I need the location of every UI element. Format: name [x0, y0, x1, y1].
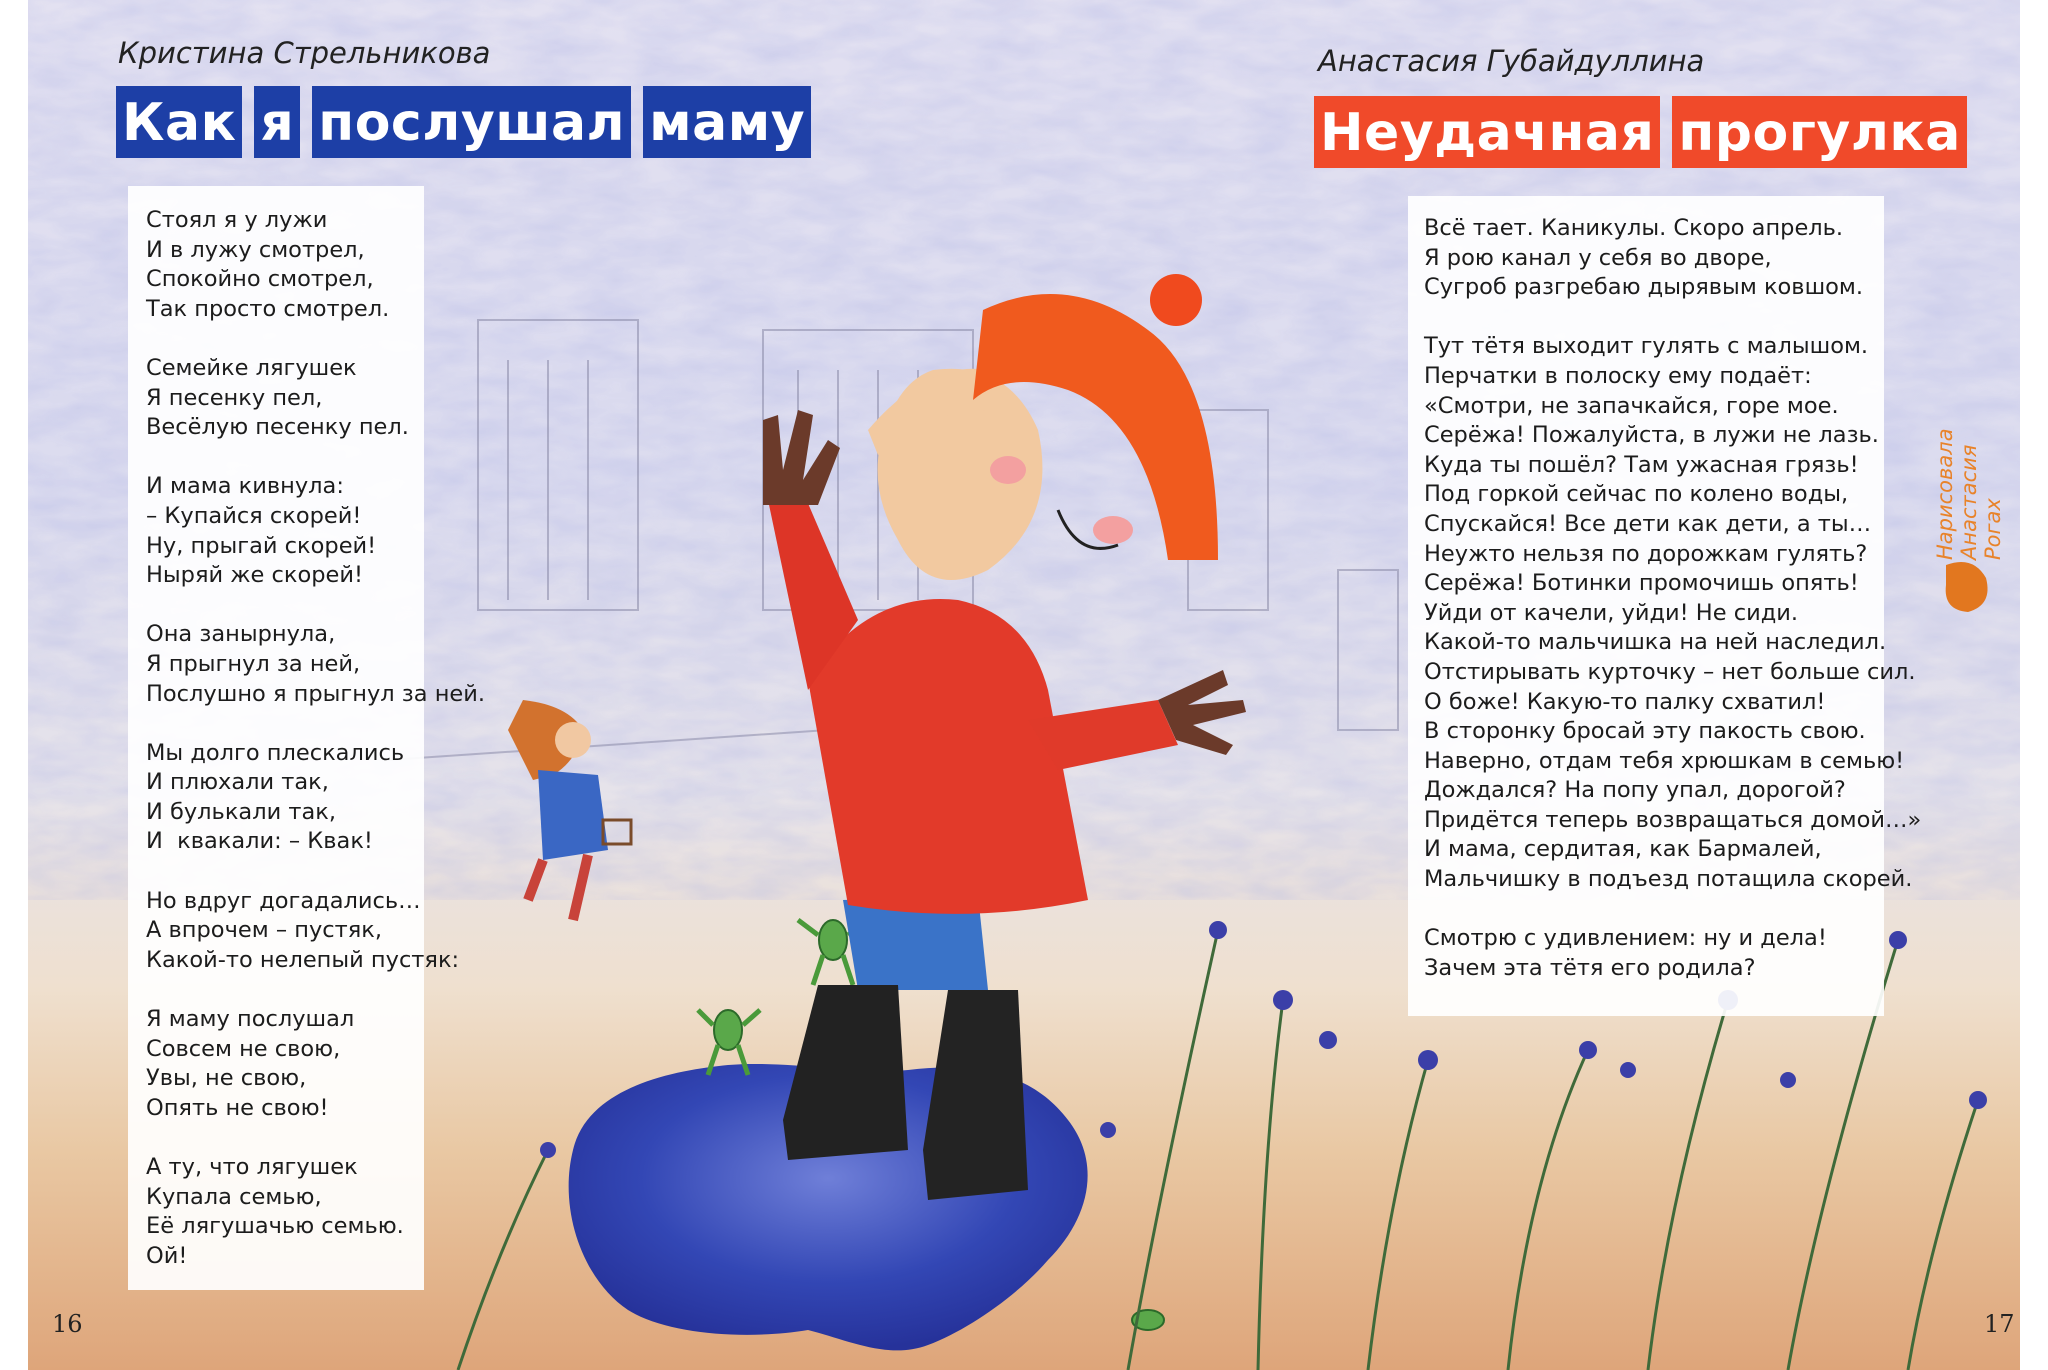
poem-line: Перчатки в полоску ему подаёт: — [1424, 362, 1812, 389]
right-title-word: Неудачная — [1314, 96, 1660, 168]
poem-line: Неужто нельзя по дорожкам гулять? — [1424, 540, 1868, 567]
poem-line: Стоял я у лужи — [146, 207, 328, 233]
poem-line: Послушно я прыгнул за ней. — [146, 680, 486, 707]
left-title-word: Как — [116, 86, 242, 158]
poem-line: И квакали: – Квак! — [146, 828, 373, 855]
poem-line: Весёлую песенку пел. — [146, 414, 409, 441]
stanza — [146, 887, 460, 976]
magazine-spread — [28, 0, 2020, 1370]
poem-line: И плюхали так, — [146, 769, 329, 796]
stanza — [1424, 214, 1884, 303]
left-title-word: я — [254, 86, 300, 158]
stanza — [1424, 332, 1922, 894]
poem-line: Увы, не свою, — [146, 1065, 307, 1092]
credit-line-1: Нарисовала — [1933, 428, 1957, 560]
poem-line: «Смотри, не запачкайся, горе мое. — [1424, 392, 1839, 419]
poem-line: Смотрю с удивлением: ну и дела! — [1424, 925, 1827, 952]
right-title-word: прогулка — [1672, 96, 1966, 168]
poem-line: Серёжа! Пожалуйста, в лужи не лазь. — [1424, 422, 1879, 449]
poem-line: Отстирывать курточку – нет больше сил. — [1424, 658, 1916, 685]
stanza — [146, 739, 424, 857]
poem-line: Под горкой сейчас по колено воды, — [1424, 481, 1849, 508]
poem-line: Я рою канал у себя во дворе, — [1424, 244, 1772, 271]
poem-line: Опять не свою! — [146, 1094, 329, 1121]
poem-line: Куда ты пошёл? Там ужасная грязь! — [1424, 451, 1859, 478]
stanza — [146, 1005, 424, 1123]
poem-line: Семейке лягушек — [146, 354, 357, 381]
stanza — [1424, 924, 1884, 983]
stanza — [146, 620, 486, 709]
poem-line: А впрочем – пустяк, — [146, 917, 383, 944]
poem-line: Мальчишку в подъезд потащила скорей. — [1424, 866, 1913, 893]
poem-line: И булькали так, — [146, 798, 336, 825]
poem-line: О боже! Какую-то палку схватил! — [1424, 688, 1826, 715]
poem-line: И мама, сердитая, как Бармалей, — [1424, 836, 1822, 863]
poem-line: Так просто смотрел. — [146, 295, 390, 322]
poem-line: Сугроб разгребаю дырявым ковшом. — [1424, 274, 1864, 301]
left-author: Кристина Стрельникова — [118, 36, 491, 70]
poem-line: И в лужу смотрел, — [146, 236, 365, 263]
poem-line: Её лягушачью семью. — [146, 1213, 404, 1240]
poem-line: – Купайся скорей! — [146, 502, 362, 529]
right-author: Анастасия Губайдуллина — [1318, 44, 1705, 78]
poem-line: Наверно, отдам тебя хрюшкам в семью! — [1424, 747, 1905, 774]
stanza — [146, 472, 424, 590]
poem-line: И мама кивнула: — [146, 473, 344, 500]
left-poem — [128, 186, 486, 1290]
poem-line: Я прыгнул за ней, — [146, 650, 361, 677]
poem-line: Дождался? На попу упал, дорогой? — [1424, 777, 1846, 804]
poem-line: Уйди от качели, уйди! Не сиди. — [1424, 599, 1799, 626]
poem-line: Спускайся! Все дети как дети, а ты… — [1424, 510, 1872, 537]
stanza — [146, 1153, 424, 1271]
poem-line: Тут тётя выходит гулять с малышом. — [1424, 333, 1869, 360]
poem-line: Ой! — [146, 1242, 188, 1269]
credit-line-2: Анастасия Рогах — [1957, 444, 2005, 560]
poem-line: А ту, что лягушек — [146, 1154, 358, 1180]
poem-line: Зачем эта тётя его родила? — [1424, 954, 1756, 981]
poem-line: Купала семью, — [146, 1183, 322, 1210]
poem-line: В сторонку бросай эту пакость свою. — [1424, 718, 1866, 745]
poem-line: Я маму послушал — [146, 1006, 355, 1033]
left-title-word: маму — [643, 86, 811, 158]
poem-line: Какой-то мальчишка на ней наследил. — [1424, 629, 1887, 656]
left-page-number: 16 — [52, 1310, 83, 1338]
right-title — [1314, 96, 1967, 168]
left-title-word: послушал — [312, 86, 631, 158]
left-title — [116, 86, 811, 158]
poem-line: Всё тает. Каникулы. Скоро апрель. — [1424, 215, 1844, 241]
stanza — [146, 354, 424, 443]
poem-line: Ныряй же скорей! — [146, 562, 364, 589]
illustration-credit — [1933, 430, 2005, 560]
stanza — [146, 206, 424, 324]
poem-line: Я песенку пел, — [146, 384, 323, 411]
right-poem — [1408, 196, 1922, 1016]
poem-line: Мы долго плескались — [146, 739, 405, 766]
poem-line: Серёжа! Ботинки промочишь опять! — [1424, 570, 1859, 597]
poem-line: Спокойно смотрел, — [146, 266, 374, 293]
poem-line: Ну, прыгай скорей! — [146, 532, 377, 559]
poem-line: Но вдруг догадались… — [146, 887, 421, 914]
poem-line: Придётся теперь возвращаться домой…» — [1424, 806, 1922, 833]
poem-line: Совсем не свою, — [146, 1035, 341, 1062]
poem-line: Она занырнула, — [146, 621, 336, 648]
poem-line: Какой-то нелепый пустяк: — [146, 946, 460, 973]
right-page-number: 17 — [1984, 1310, 2015, 1338]
